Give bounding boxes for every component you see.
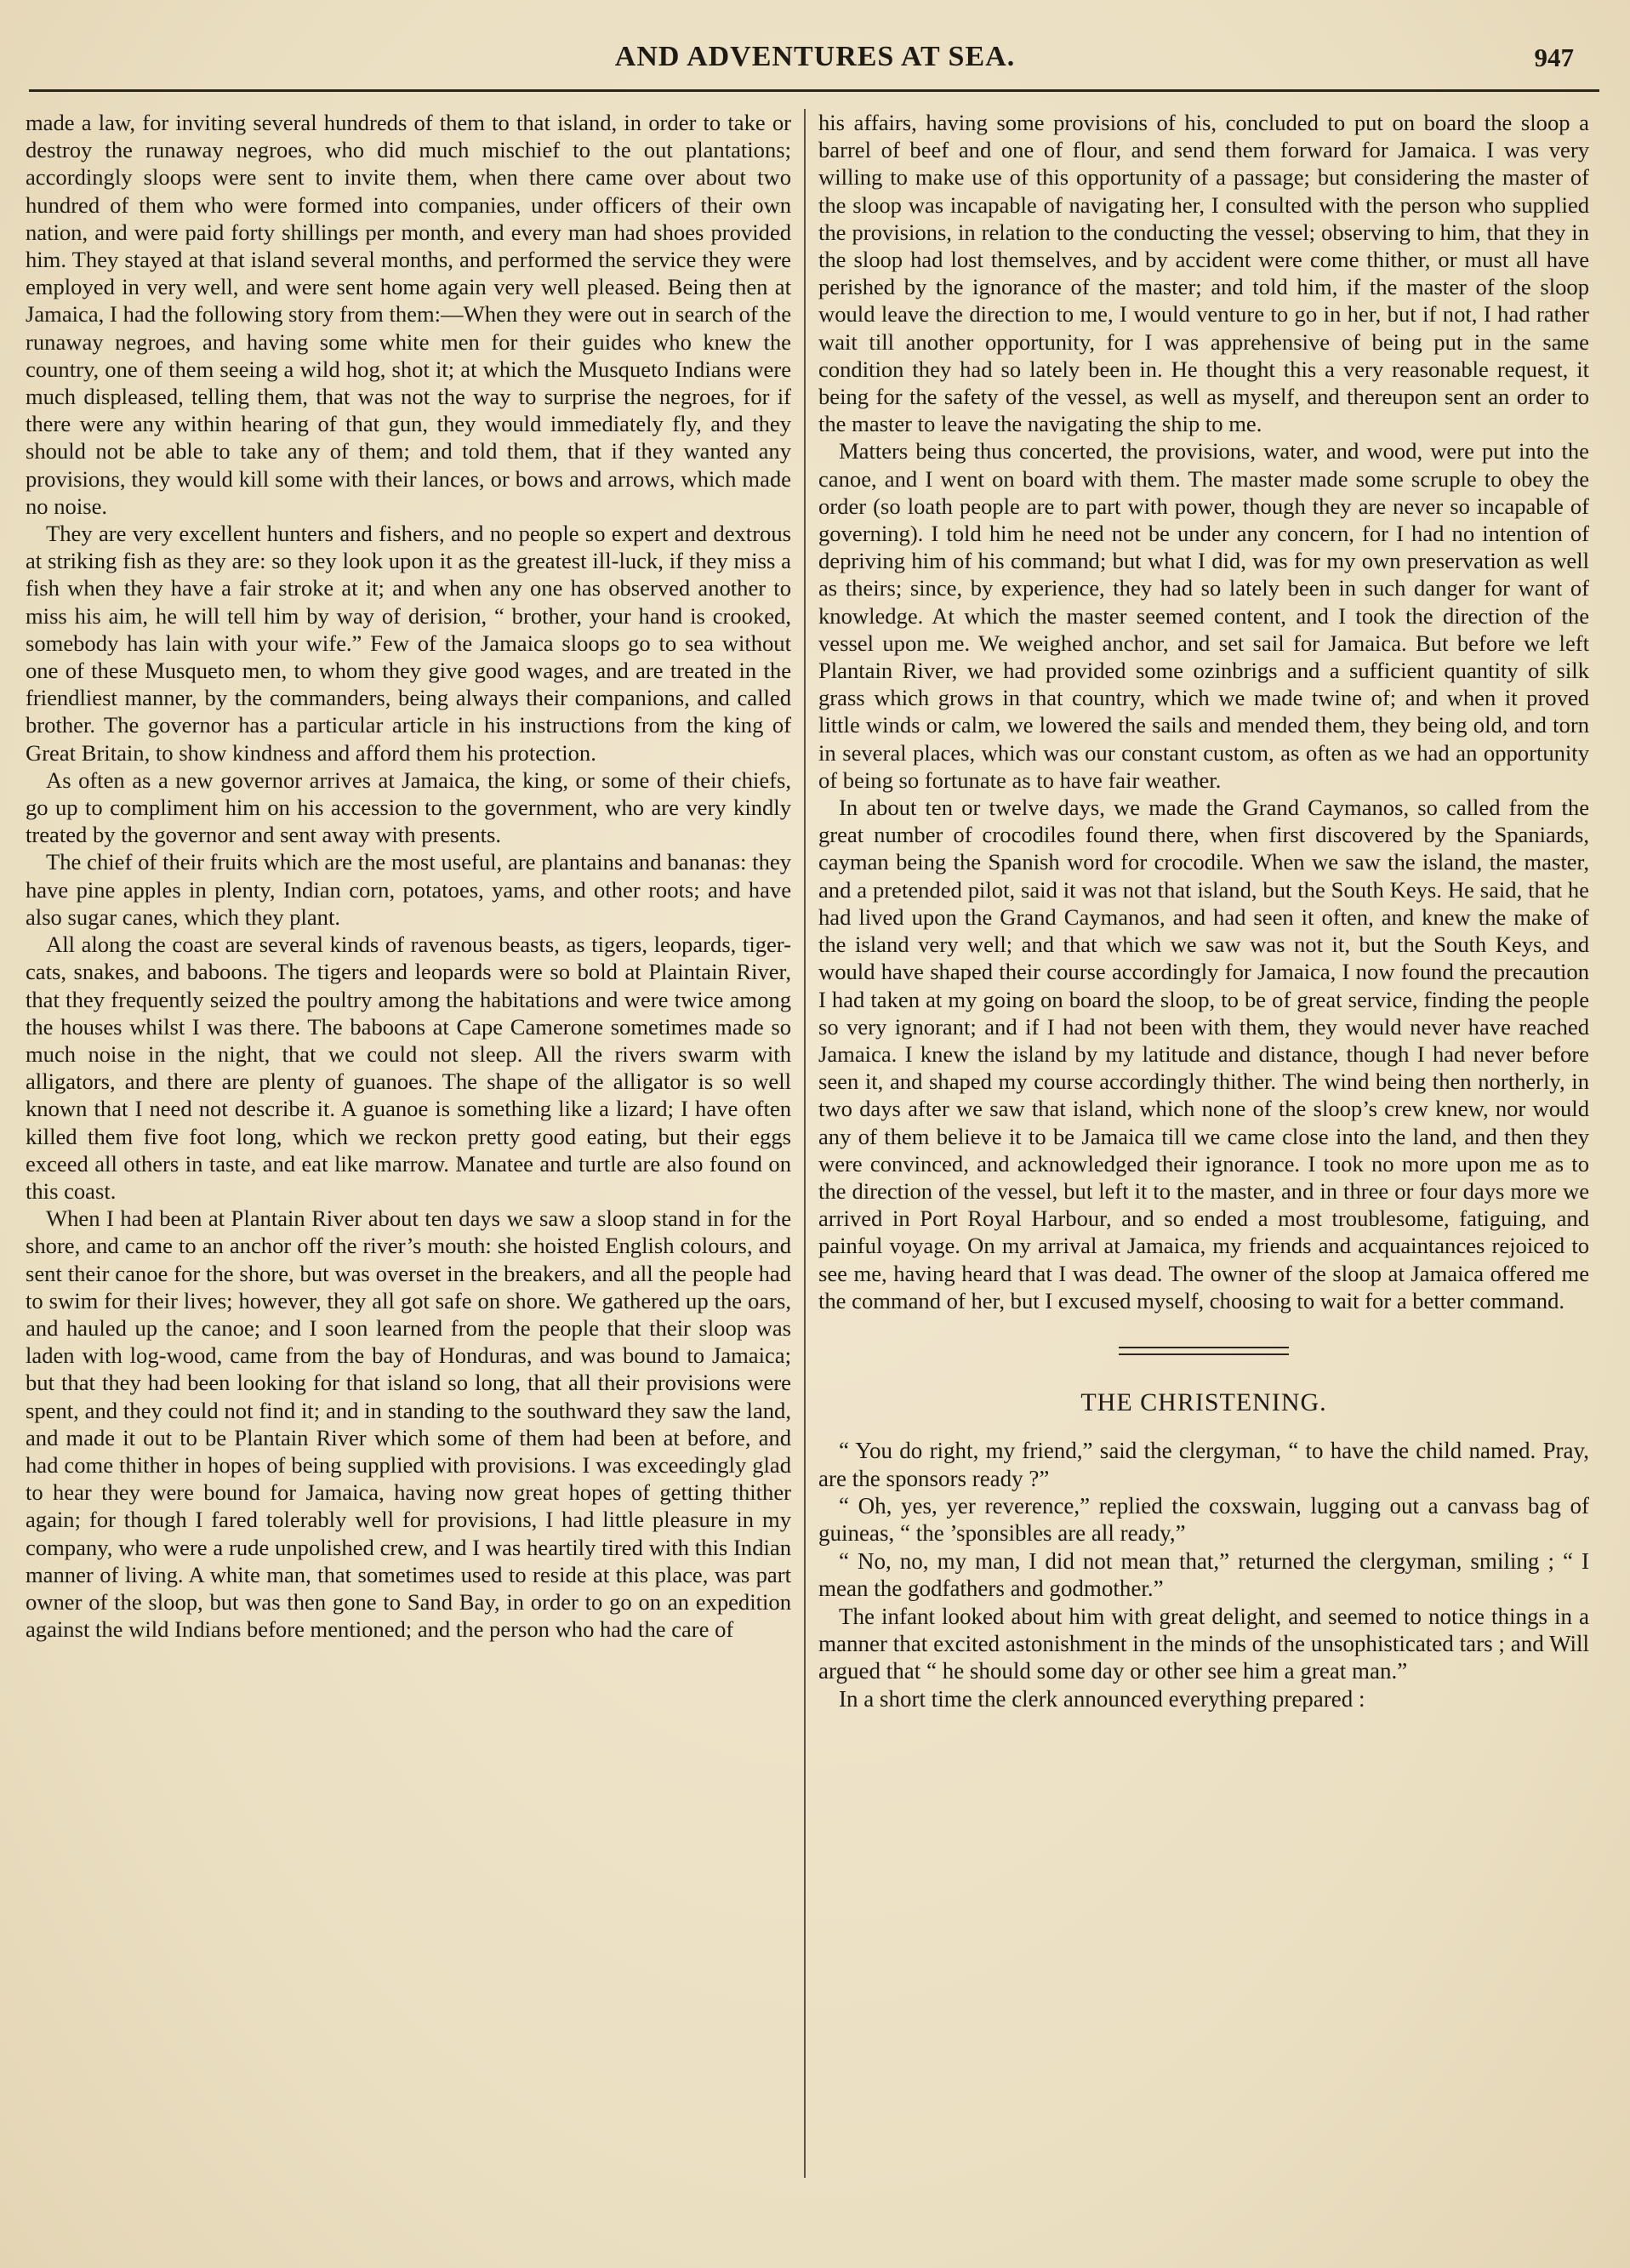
page-number: 947 (1534, 43, 1574, 72)
paragraph: “ Oh, yes, yer reverence,” replied the coxswain, lugging out a canvass bag of guineas, “ the ’sponsibles are all ready,” (818, 1492, 1589, 1547)
section-divider-rule (1119, 1353, 1289, 1355)
section-title: THE CHRISTENING. (1080, 1388, 1327, 1416)
paragraph: In about ten or twelve days, we made the Grand Caymanos, so called from the great number of crocodiles found there, when first discovered by the Spaniards, cayman being the Spanish word for crocodile. When we saw the island, the master, and a pretended pilot, said it was not that island, but the South Keys. He said, that he had lived upon the Grand Caymanos, and had seen it often, and knew the make of the island very well; and that which we saw was not it, but the South Keys, and would have shaped their course accordingly for Jamaica, I now found the precaution I had taken at my going on board the sloop, to be of great service, finding the people so very ignorant; and if I had not been with them, they would never have reached Jamaica. I knew the island by my latitude and distance, though I had never before seen it, and shaped my course accordingly thither. The wind being then northerly, in two days after we saw that island, which none of the sloop’s crew knew, nor would any of them believe it to be Jamaica till we came close into the land, and then they were convinced, and acknowledged their ignorance. I took no more upon me as to the direction of the vessel, but left it to the master, and in three or four days more we arrived in Port Royal Harbour, and so ended a most troublesome, fatiguing, and painful voyage. On my arrival at Jamaica, my friends and acquaintances rejoiced to see me, having heard that I was dead. The owner of the sloop at Jamaica offered me the command of her, but I excused myself, choosing to wait for a better command. (818, 795, 1589, 1314)
story-text (818, 1437, 1589, 1712)
paragraph: When I had been at Plantain River about ten days we saw a sloop stand in for the shore, and came to an anchor off the river’s mouth: she hoisted English colours, and sent their canoe for the shore, but was overset in the breakers, and all the people had to swim for their lives; however, they all got safe on shore. We gathered up the oars, and hauled up the canoe; and I soon learned from the people that their sloop was laden with log-wood, came from the bay of Honduras, and was bound to Jamaica; but that they had been looking for that island so long, that all their provisions were spent, and they could not find it; and in standing to the southward they saw the land, and made it out to be Plantain River which some of them had been at before, and had come thither in hopes of being supplied with provisions. I was exceedingly glad to hear they were bound for Jamaica, having now great hopes of getting thither again; for though I fared tolerably well for provisions, I had little pleasure in my company, who were a rude unpolished crew, and I was heartily tired with this Indian manner of living. A white man, that sometimes used to reside at this place, was part owner of the sloop, but was then gone to Sand Bay, in order to go on an expedition against the wild Indians before mentioned; and the person who had the care of (26, 1205, 791, 1643)
paragraph: All along the coast are several kinds of ravenous beasts, as tigers, leopards, tiger-cats, snakes, and baboons. The tigers and leopards were so bold at Plaintain River, that they frequently seized the poultry among the habitations and were twice among the houses whilst I was there. The baboons at Cape Camerone sometimes made so much noise in the night, that we could not sleep. All the rivers swarm with alligators, and there are plenty of guanoes. The shape of the alligator is so well known that I need not describe it. A guanoe is something like a lizard; I have often killed them five foot long, which we reckon pretty good eating, but their eggs exceed all others in taste, and eat like marrow. Manatee and turtle are also found on this coast. (26, 932, 791, 1204)
right-column (818, 109, 1589, 1712)
paragraph: The infant looked about him with great delight, and seemed to notice things in a manner that excited astonishment in the minds of the unsophisticated tars ; and Will argued that “ he should some day or other see him a great man.” (818, 1603, 1589, 1684)
paragraph: his affairs, having some provisions of his, concluded to put on board the sloop a barrel of beef and one of flour, and send them forward for Jamaica. I was very willing to make use of this opportunity of a passage; but considering the master of the sloop was incapable of navigating her, I consulted with the person who supplied the provisions, in relation to the conducting the vessel; observing to him, that they in the sloop had lost themselves, and by accident were come thither, or must all have perished by the ignorance of the master; and told him, if the master of the sloop would leave the direction to me, I would venture to go in her, but if not, I had rather wait till another opportunity, for I was apprehensive of being put in the same condition they had so lately been in. He thought this a very reasonable request, it being for the safety of the vessel, as well as myself, and thereupon sent an order to the master to leave the navigating the ship to me. (818, 110, 1589, 437)
section-divider-rule (1119, 1347, 1289, 1348)
paragraph: As often as a new governor arrives at Jamaica, the king, or some of their chiefs, go up to compliment him on his accession to the government, who are very kindly treated by the governor and sent away with presents. (26, 766, 791, 848)
column-divider (804, 109, 806, 2178)
paragraph: The chief of their fruits which are the most useful, are plantains and bananas: they have pine apples in plenty, Indian corn, potatoes, yams, and other roots; and have also sugar canes, which they plant. (26, 849, 791, 930)
paragraph: “ No, no, my man, I did not mean that,” returned the clergyman, smiling ; “ I mean the godfathers and godmother.” (818, 1547, 1589, 1602)
paragraph: Matters being thus concerted, the provisions, water, and wood, were put into the canoe, and I went on board with them. The master made some scruple to obey the order (so loath people are to part with power, though they are never so incapable of governing). I told him he need not be under any concern, for I had no intention of depriving him of his command; but what I did, was for my own preservation as well as theirs; since, by experience, they had so lately been in such danger for want of knowledge. At which the master seemed content, and I took the direction of the vessel upon me. We weighed anchor, and set sail for Jamaica. But before we left Plantain River, we had provided some ozinbrigs and a sufficient quantity of silk grass which grows in that country, which we made twine of; and when it proved little winds or calm, we lowered the sails and mended them, they being old, and torn in several places, which was our constant custom, as often as we had an opportunity of being so fortunate as to have fair weather. (818, 438, 1589, 793)
header-rule (29, 89, 1599, 92)
running-title: AND ADVENTURES AT SEA. (614, 41, 1016, 72)
paragraph: They are very excellent hunters and fishers, and no people so expert and dextrous at striking fish as they are: so they look upon it as the greatest ill-luck, if they miss a fish when they have a fair stroke at it; and when any one has observed another to miss his aim, he will tell him by way of derision, “ brother, your hand is crooked, somebody has lain with your wife.” Few of the Jamaica sloops go to sea without one of these Musqueto men, to whom they give good wages, and are treated in the friendliest manner, by the commanders, being always their companions, and called brother. The governor has a particular article in his instructions from the king of Great Britain, to show kindness and afford them his protection. (26, 521, 791, 766)
left-column (26, 109, 791, 1643)
paragraph: made a law, for inviting several hundreds of them to that island, in order to take or destroy the runaway negroes, who did much mischief to the out plantations; accordingly sloops were sent to invite them, when there came over about two hundred of them who were formed into companies, under officers of their own nation, and were paid forty shillings per month, and every man had shoes provided him. They stayed at that island several months, and performed the service they were employed in very well, and were sent home again very well pleased. Being then at Jamaica, I had the following story from them:—When they were out in search of the runaway negroes, and having some white men for their guides who knew the country, one of them seeing a wild hog, shot it; at which the Musqueto Indians were much displeased, telling them, that was not the way to surprise the negroes, for if there were any within hearing of that gun, they would immediately fly, and they should not be able to take any of them; and told them, that if they wanted any provisions, they would kill some with their lances, or bows and arrows, which made no noise. (26, 110, 791, 519)
paragraph: “ You do right, my friend,” said the clergyman, “ to have the child named. Pray, are the sponsors ready ?” (818, 1438, 1589, 1491)
paragraph: In a short time the clerk announced everything prepared : (839, 1685, 1365, 1712)
